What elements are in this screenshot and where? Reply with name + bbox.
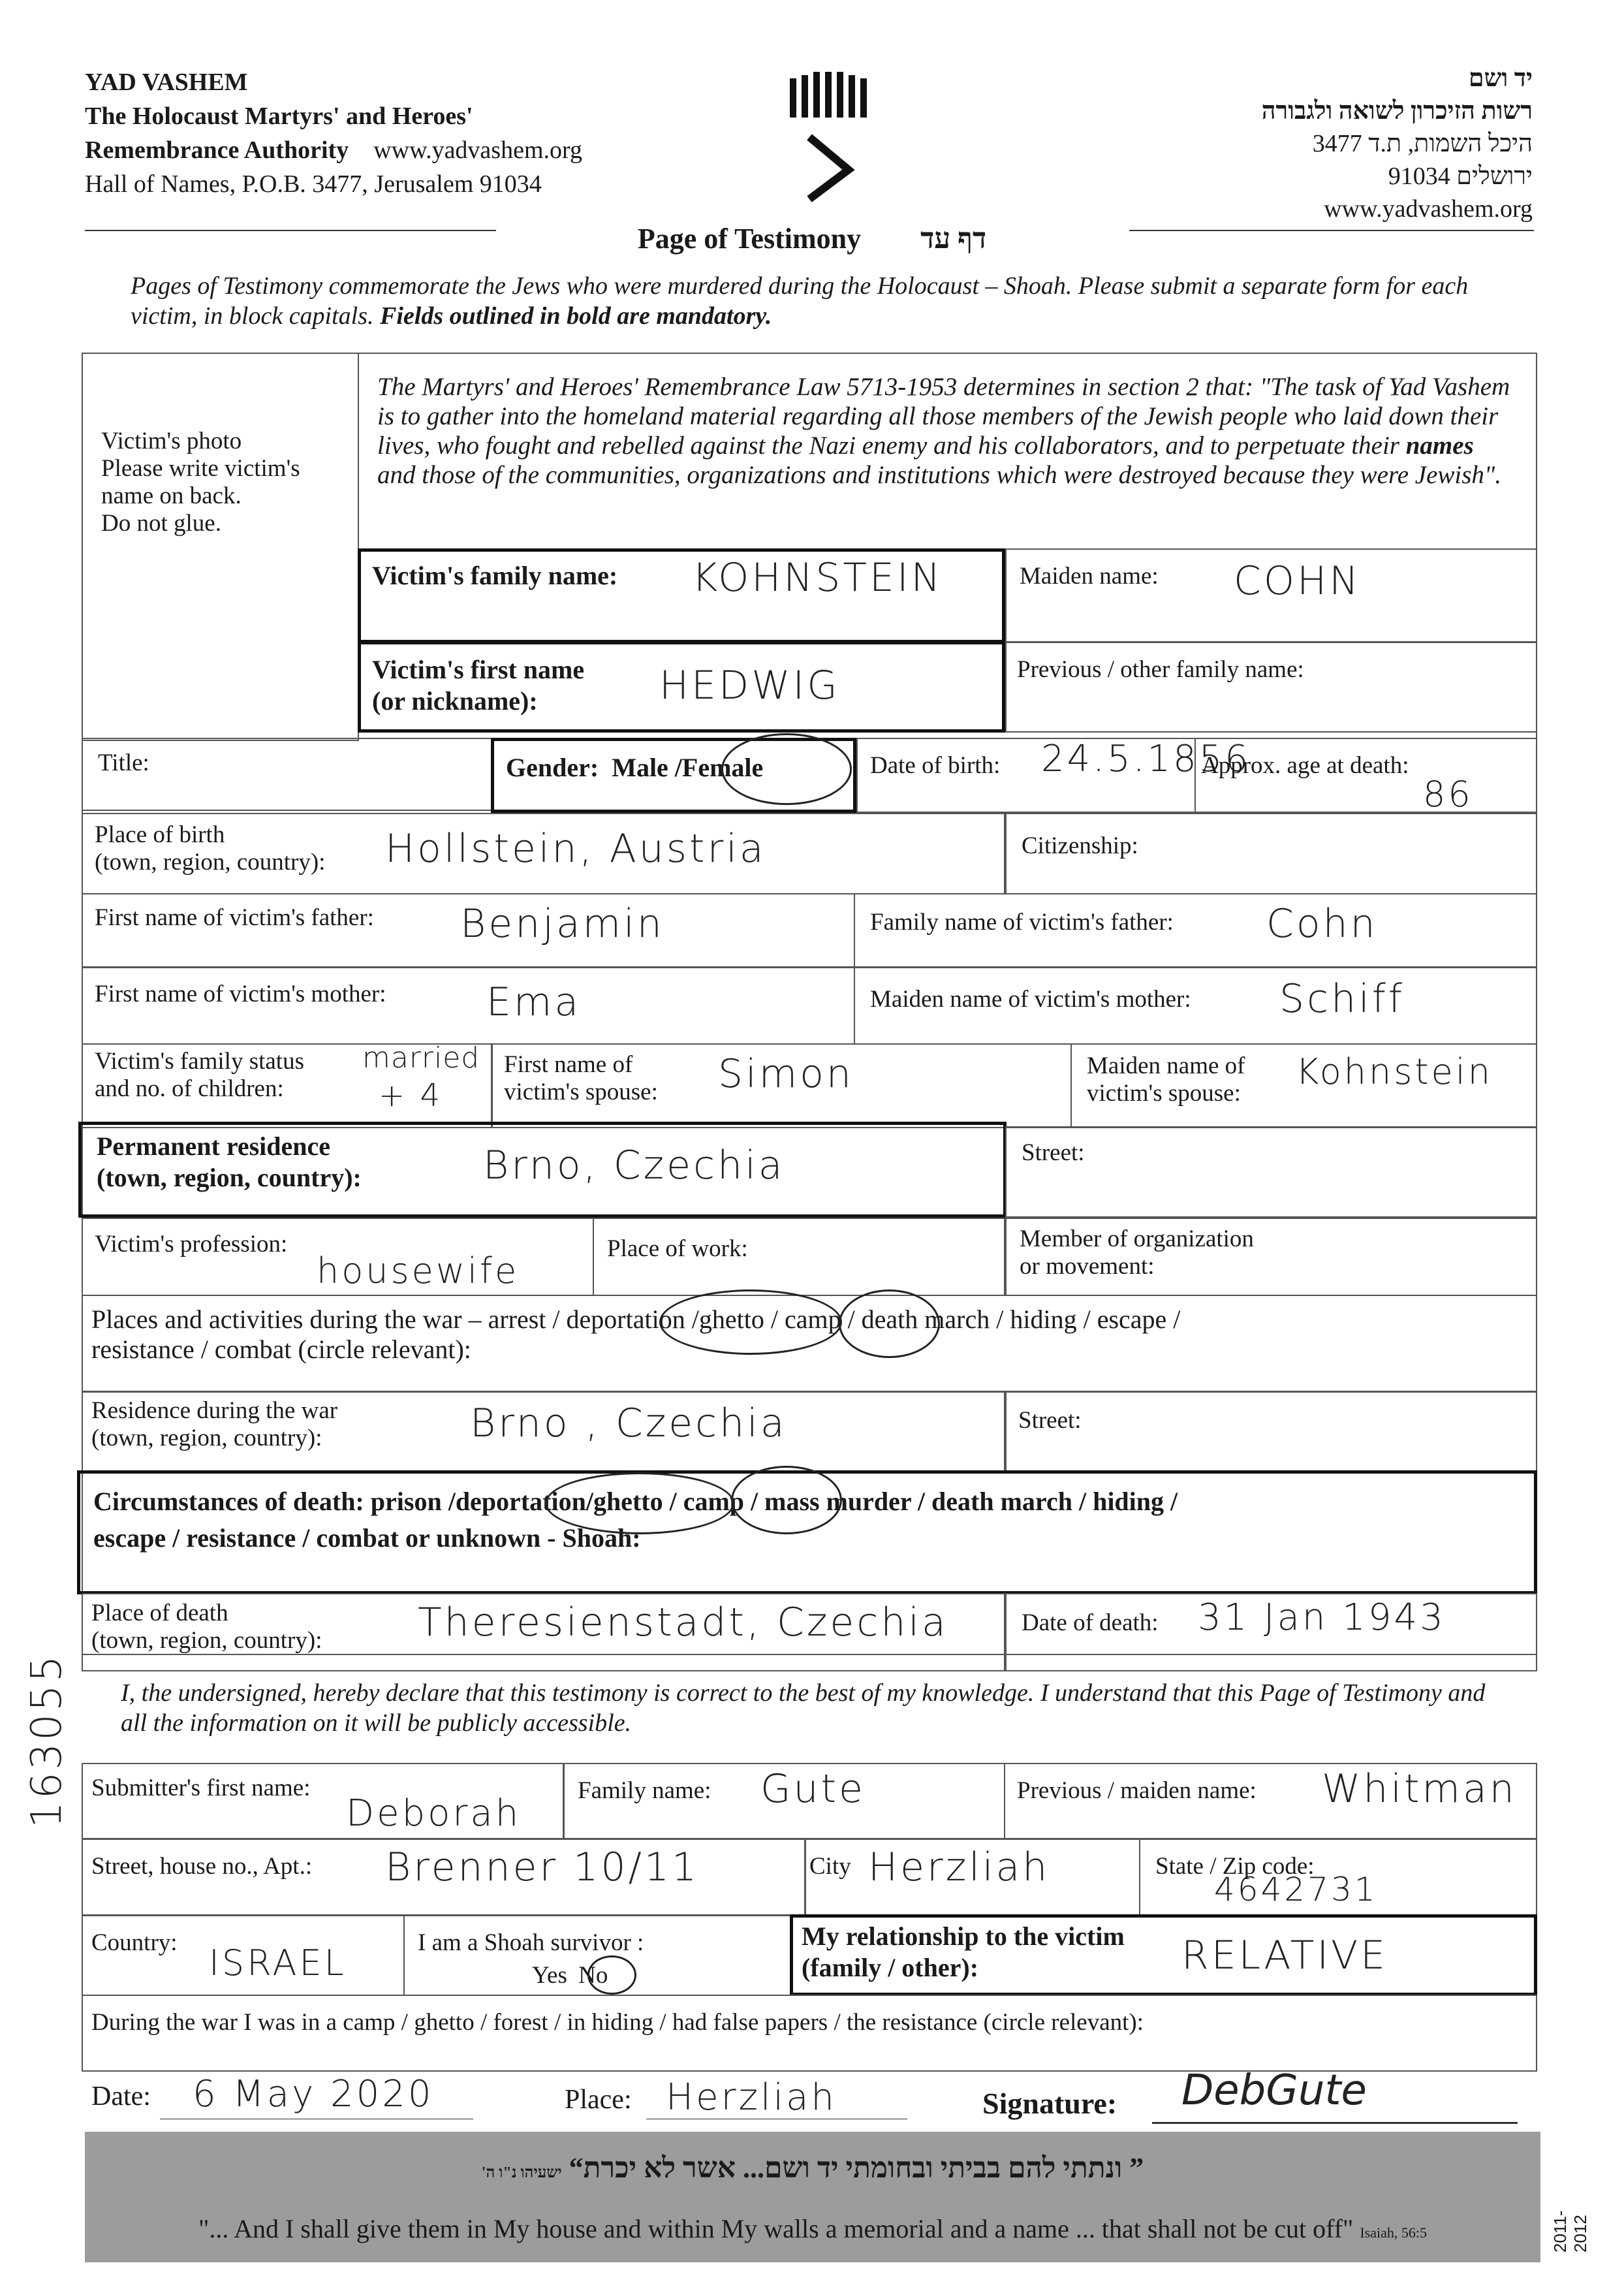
he-line1: יד ושם — [1468, 65, 1533, 92]
org-name: YAD VASHEM — [85, 69, 248, 96]
family-status-label — [95, 1048, 304, 1103]
org-address: Hall of Names, P.O.B. 3477, Jerusalem 91034 — [85, 170, 542, 198]
submitter-prev-value: Whitman — [1322, 1766, 1517, 1812]
citizenship-label: Citizenship: — [1022, 832, 1138, 859]
pob-label2: (town, region, country): — [95, 849, 326, 876]
spouse-first-label2: victim's spouse: — [504, 1079, 658, 1105]
spouse-maiden-label1: Maiden name of — [1087, 1052, 1245, 1079]
death-line2: escape / resistance / combat or unknown - Shoah: — [93, 1523, 641, 1553]
perm-res-label1: Permanent residence — [97, 1131, 331, 1161]
date-value: 6 May 2020 — [193, 2073, 434, 2115]
family-name-label: Victim's family name: — [372, 561, 618, 590]
org-sub2: Remembrance Authority — [85, 136, 349, 164]
war-deportation-circle — [659, 1289, 842, 1355]
member-label1: Member of organization — [1020, 1226, 1254, 1252]
submitter-prev-label: Previous / maiden name: — [1017, 1777, 1257, 1804]
form-year: 2011-2012 — [1550, 2210, 1590, 2253]
intro-text: Pages of Testimony commemorate the Jews who were murdered during the Holocaust – Shoah. Please submit a separate form for each victim, in block capitals. — [131, 272, 1469, 330]
spouse-first-value: Simon — [718, 1051, 854, 1097]
form-title-en: Page of Testimony — [637, 223, 862, 255]
org-sub1: The Holocaust Martyrs' and Heroes' — [85, 103, 473, 130]
submitter-family-value: Gute — [760, 1766, 866, 1812]
he-line2: רשות הזיכרון לשואה ולגבורה — [1261, 97, 1533, 125]
age-value: 86 — [1423, 774, 1473, 815]
mother-first-label: First name of victim's mother: — [95, 981, 386, 1007]
survivor-label: I am a Shoah survivor : — [418, 1929, 644, 1956]
father-first-value: Benjamin — [460, 901, 664, 947]
relationship-label2: (family / other): — [802, 1953, 979, 1982]
death-ghetto[interactable]: ghetto — [593, 1487, 663, 1516]
family-status-label1: Victim's family status — [95, 1048, 304, 1075]
footer-he-text: ” ונתתי להם בביתי ובחומתי יד ושם... אשר לא יכרת“ — [569, 2152, 1144, 2184]
dob-label: Date of birth: — [870, 752, 1001, 779]
submitter-zip-value: 4642731 — [1214, 1871, 1378, 1908]
family-status-label2: and no. of children: — [95, 1075, 284, 1102]
father-family-value: Cohn — [1266, 901, 1378, 947]
member-label — [1020, 1226, 1254, 1280]
first-name-label — [372, 654, 584, 717]
submitter-country-value: ISRAEL — [209, 1942, 347, 1984]
form-intro — [131, 271, 1501, 331]
death-circ-label: Circumstances of death: prison /deportation/ghetto / camp / mass murder / death march / hiding / escape / resistance / combat or unknown - Shoah: — [93, 1483, 1178, 1557]
declaration-text: I, the undersigned, hereby declare that this testimony is correct to the best of my knowledge. I understand that this Page of Testimony and all the information on it will be publicly accessible. — [121, 1679, 1486, 1737]
death-date-value: 31 Jan 1943 — [1198, 1596, 1446, 1639]
war-street-box[interactable] — [1005, 1391, 1537, 1472]
first-name-value: HEDWIG — [659, 663, 840, 708]
photo-instructions — [101, 428, 349, 537]
dob-value: 24.5.1856 — [1041, 738, 1251, 780]
submitter-zip-label: State / Zip code: — [1155, 1853, 1315, 1880]
death-rest: / camp / mass murder / death march / hiding / — [669, 1487, 1178, 1516]
death-date-label: Date of death: — [1022, 1609, 1159, 1636]
death-ghetto-circle — [731, 1466, 842, 1534]
prev-name-label: Previous / other family name: — [1017, 656, 1304, 683]
gender-male[interactable]: Male / — [612, 753, 682, 782]
footer-english — [85, 2213, 1540, 2244]
org-header-hebrew — [1262, 62, 1533, 225]
he-line4: ירושלים 91034 — [1388, 163, 1533, 190]
work-label: Place of work: — [607, 1235, 748, 1262]
photo-line1: Victim's photo — [101, 428, 242, 454]
death-place-label1: Place of death — [91, 1600, 228, 1626]
death-circ-text: Circumstances of death: prison / — [93, 1487, 456, 1516]
perm-street-box[interactable] — [1005, 1126, 1537, 1218]
father-family-label: Family name of victim's father: — [870, 909, 1174, 936]
margin-number: 163055 — [23, 1653, 71, 1828]
pob-value: Hollstein, Austria — [385, 826, 766, 872]
war-ghetto-circle — [839, 1289, 940, 1358]
place-value: Herzliah — [666, 2076, 837, 2119]
first-name-label1: Victim's first name — [372, 655, 585, 684]
pob-label1: Place of birth — [95, 821, 225, 848]
mother-maiden-value: Schiff — [1279, 976, 1405, 1022]
profession-label: Victim's profession: — [95, 1231, 288, 1257]
spouse-maiden-value: Kohnstein — [1296, 1051, 1493, 1092]
law-text1: The Martyrs' and Heroes' Remembrance Law 5713-1953 determines in section 2 that: "The task of Yad Vashem is to gather into the homeland material regarding all those members of the Jewish people who laid down their lives, who fought and rebelled against the Nazi enemy and his collaborators, and to perpetuate their — [377, 373, 1510, 460]
footer-en-text: "... And I shall give them in My house and within My walls a memorial and a name ... that shall not be cut off" — [198, 2214, 1354, 2243]
war-deportation[interactable]: deportation — [566, 1305, 685, 1334]
war-street-label: Street: — [1018, 1407, 1082, 1434]
submitter-family-label: Family name: — [578, 1777, 711, 1804]
death-place-label — [91, 1600, 322, 1654]
war-rest: / camp / death march / hiding / escape / — [770, 1305, 1181, 1334]
family-status-value: married — [362, 1041, 480, 1075]
mother-first-value: Ema — [486, 979, 582, 1025]
mother-maiden-label: Maiden name of victim's mother: — [870, 986, 1191, 1013]
submitter-first-value: Deborah — [346, 1792, 522, 1835]
children-value: + 4 — [379, 1077, 443, 1114]
form-title-he: דף עד — [920, 223, 987, 255]
spouse-maiden-label — [1087, 1052, 1245, 1107]
death-deportation-circle — [545, 1472, 734, 1534]
war-res-label2: (town, region, country): — [91, 1425, 322, 1451]
war-places-text: Places and activities during the war – arrest / — [91, 1305, 560, 1334]
he-website: www.yadvashem.org — [1324, 195, 1533, 223]
survivor-no-circle — [587, 1955, 636, 1995]
survivor-yes[interactable]: Yes — [532, 1962, 567, 1989]
place-label: Place: — [565, 2085, 632, 2115]
father-first-label: First name of victim's father: — [95, 904, 374, 931]
submitter-street-label: Street, house no., Apt.: — [91, 1853, 313, 1880]
perm-res-value: Brno, Czechia — [483, 1143, 785, 1188]
footer-he-ref: ישעיהו נ"ו ה' — [481, 2164, 562, 2181]
intro-bold: Fields outlined in bold are mandatory. — [380, 302, 772, 330]
age-label: Approx. age at death: — [1201, 752, 1409, 779]
relationship-label1: My relationship to the victim — [802, 1921, 1125, 1951]
spouse-maiden-label2: victim's spouse: — [1087, 1080, 1241, 1107]
org-website: www.yadvashem.org — [373, 136, 582, 164]
yad-vashem-logo — [783, 72, 875, 202]
form-title — [0, 222, 1624, 255]
relationship-label — [802, 1921, 1125, 1984]
maiden-name-label: Maiden name: — [1020, 563, 1159, 590]
death-deportation[interactable]: deportation — [455, 1487, 586, 1516]
survivor-no[interactable]: No — [578, 1962, 608, 1989]
gender-female[interactable]: Female — [681, 753, 764, 782]
footer-en-ref: Isaiah, 56:5 — [1360, 2224, 1428, 2241]
law-bold: names — [1405, 432, 1474, 460]
war-places-label: Places and activities during the war – arrest / deportation /ghetto / camp / death march / hiding / escape / resistance / combat (circle relevant): — [91, 1305, 1181, 1364]
perm-street-label: Street: — [1022, 1139, 1085, 1166]
perm-res-label2: (town, region, country): — [97, 1163, 362, 1192]
photo-box[interactable] — [82, 353, 359, 741]
signature-underline — [1152, 2122, 1518, 2124]
spouse-first-label1: First name of — [504, 1051, 633, 1078]
family-name-value: KOHNSTEIN — [692, 555, 943, 601]
gender-label-text: Gender: — [506, 753, 599, 782]
maiden-name-value: COHN — [1234, 558, 1362, 604]
law-text — [377, 372, 1513, 490]
spouse-first-label — [504, 1051, 658, 1106]
photo-line3: name on back. — [101, 482, 242, 509]
submitter-first-label: Submitter's first name: — [91, 1775, 311, 1801]
submitter-city-value: Herzliah — [868, 1844, 1050, 1890]
org-header — [85, 65, 582, 201]
submitter-city-label: City — [809, 1853, 851, 1880]
war-res-label — [91, 1397, 337, 1452]
member-label2: or movement: — [1020, 1253, 1155, 1280]
gender-female-circle — [721, 733, 852, 805]
camp-label: During the war I was in a camp / ghetto / forest / in hiding / had false papers / the resistance (circle relevant): — [91, 2009, 1144, 2036]
first-name-label2: (or nickname): — [372, 686, 538, 716]
title-label: Title: — [98, 750, 149, 776]
he-line3: היכל השמות, ת.ד 3477 — [1312, 130, 1533, 157]
war-ghetto[interactable]: ghetto — [698, 1305, 764, 1334]
profession-value: housewife — [317, 1250, 520, 1291]
signature-value: DebGute — [1181, 2066, 1367, 2115]
death-place-label2: (town, region, country): — [91, 1627, 322, 1654]
submitter-country-label: Country: — [91, 1929, 178, 1956]
relationship-value: RELATIVE — [1181, 1933, 1388, 1978]
photo-line4: Do not glue. — [101, 510, 221, 537]
law-text2: and those of the communities, organizations and institutions which were destroyed because they were Jewish". — [377, 461, 1502, 489]
submitter-street-value: Brenner 10/11 — [385, 1844, 700, 1890]
pob-label — [95, 821, 325, 876]
prev-name-box[interactable] — [1005, 641, 1537, 733]
signature-label: Signature: — [982, 2087, 1117, 2120]
photo-line2: Please write victim's — [101, 455, 300, 482]
war-res-value: Brno , Czechia — [470, 1400, 787, 1446]
footer-hebrew — [85, 2151, 1540, 2185]
perm-res-label — [97, 1131, 362, 1194]
war-res-label1: Residence during the war — [91, 1397, 338, 1424]
date-label: Date: — [91, 2081, 151, 2111]
death-place-value: Theresienstadt, Czechia — [418, 1600, 948, 1645]
war-line2: resistance / combat (circle relevant): — [91, 1335, 471, 1364]
